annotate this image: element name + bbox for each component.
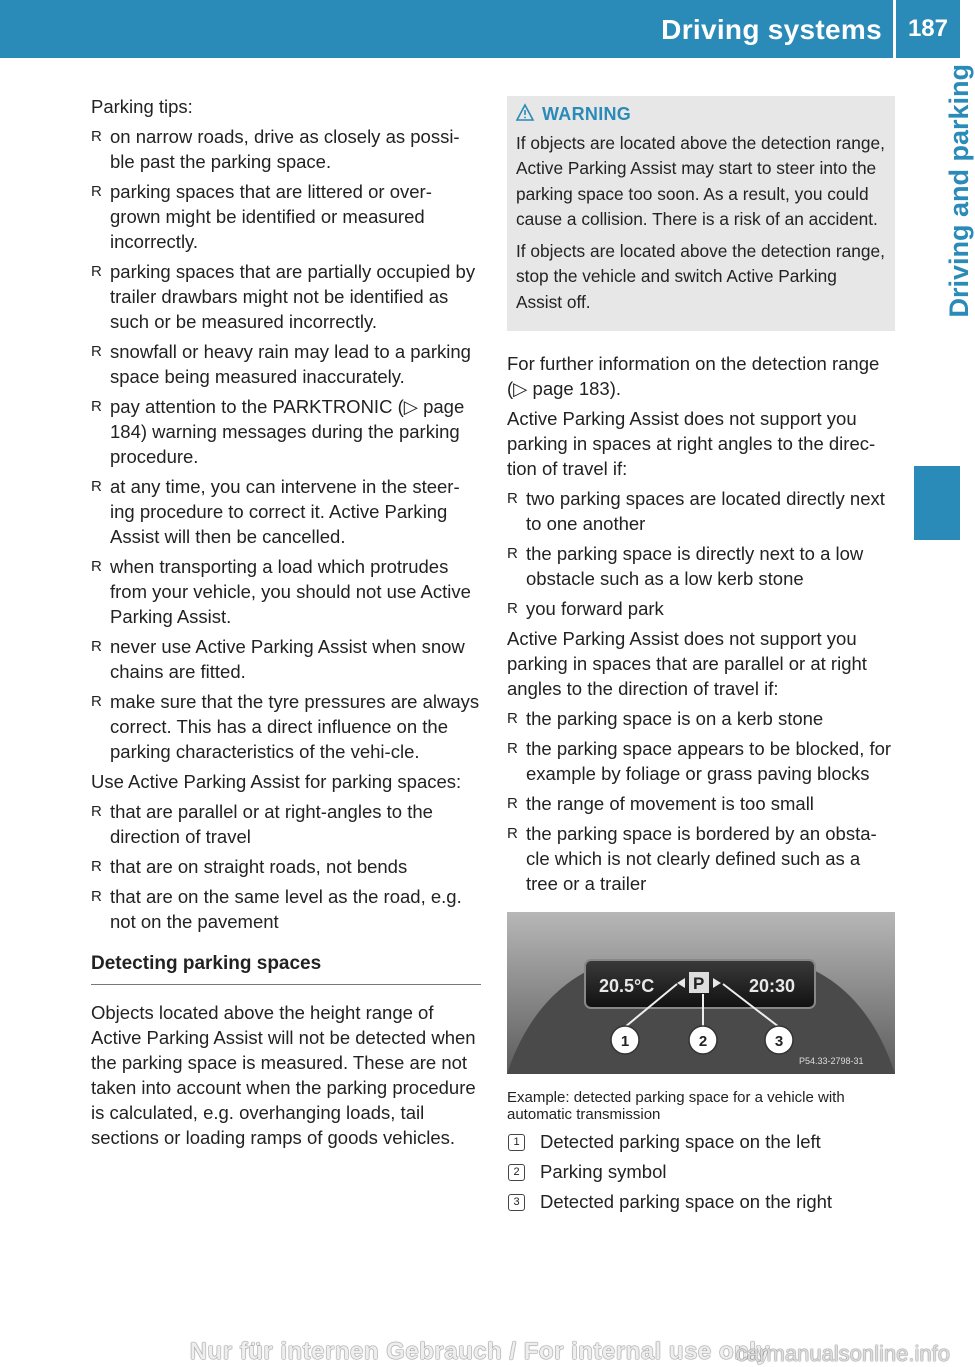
- legend-text: Parking symbol: [540, 1161, 667, 1182]
- right-angle-intro: Active Parking Assist does not support you parking in spaces at right angles to the direc-tion of travel if:: [507, 408, 876, 479]
- cluster-illustration: [507, 912, 895, 1074]
- section-paragraph: Objects located above the height range of Active Parking Assist will not be detected when the parking space is measured. These are not taken into account when the parking procedure is calculated, e.g. overhanging loads, tail sections or loading ramps of goods vehicles.: [91, 1002, 476, 1148]
- list-item: R parking spaces that are partially occupied by trailer drawbars might not be identified as such or be measured incorrectly.: [91, 259, 481, 334]
- list-item: R parking spaces that are littered or over-grown might be identified or measured incorrectly.: [91, 179, 481, 254]
- list-item: R make sure that the tyre pressures are always correct. This has a direct influence on the parking characteristics of the vehi-cle.: [91, 689, 481, 764]
- svg-text:1: 1: [620, 1033, 630, 1050]
- site-watermark: carmanualsonline.info: [735, 1341, 950, 1366]
- svg-text:P: P: [693, 974, 705, 993]
- warning-box: [507, 96, 895, 331]
- chapter-title: Driving systems: [661, 14, 882, 45]
- list-item: R the parking space is bordered by an obsta-cle which is not clearly defined such as a tree or a trailer: [507, 821, 895, 896]
- list-item: R pay attention to the PARKTRONIC (▷ page 184) warning messages during the parking procedure.: [91, 394, 481, 469]
- list-item: R that are on the same level as the road, e.g. not on the pavement: [91, 884, 481, 934]
- page-number: 187: [907, 15, 948, 42]
- header-bar: [0, 0, 960, 58]
- list-item: R when transporting a load which protrudes from your vehicle, you should not use Active Parking Assist.: [91, 554, 481, 629]
- legend-number: 1: [508, 1134, 525, 1151]
- header-divider: [893, 0, 896, 58]
- list-item: R the parking space is on a kerb stone: [507, 706, 895, 731]
- right-column: [507, 96, 895, 1219]
- list-item: R at any time, you can intervene in the steer-ing procedure to correct it. Active Parking Assist will then be cancelled.: [91, 474, 481, 549]
- use-list: [91, 799, 481, 934]
- further-info: For further information on the detection range (▷ page 183).: [507, 353, 880, 399]
- warning-label: WARNING: [542, 104, 632, 124]
- section-heading: Detecting parking spaces: [91, 951, 481, 985]
- warning-paragraph-1: If objects are located above the detection range, Active Parking Assist may start to steer into the parking space too soon. As a result, you could cause a collision. There is a risk of an accident.: [516, 132, 885, 229]
- legend-item: [507, 1189, 895, 1214]
- legend-item: [507, 1129, 895, 1154]
- internal-use-watermark: Nur für internen Gebrauch / For internal use only: [189, 1338, 771, 1365]
- warning-header: [516, 102, 886, 128]
- list-item: R the range of movement is too small: [507, 791, 895, 816]
- right-angle-list: [507, 486, 895, 621]
- use-intro: Use Active Parking Assist for parking spaces:: [91, 771, 462, 792]
- warning-triangle-icon: [516, 104, 534, 125]
- list-item: R never use Active Parking Assist when snow chains are fitted.: [91, 634, 481, 684]
- legend-number: 3: [508, 1194, 525, 1211]
- list-item: R snowfall or heavy rain may lead to a parking space being measured inaccurately.: [91, 339, 481, 389]
- list-item: R the parking space is directly next to a low obstacle such as a low kerb stone: [507, 541, 895, 591]
- legend-item: [507, 1159, 895, 1184]
- legend-text: Detected parking space on the right: [540, 1191, 833, 1212]
- side-chapter-label: Driving and parking: [944, 64, 974, 318]
- parallel-list: [507, 706, 895, 896]
- list-item: R you forward park: [507, 596, 895, 621]
- figure-caption: Example: detected parking space for a vehicle with automatic transmission: [507, 1089, 845, 1123]
- list-item: R that are on straight roads, not bends: [91, 854, 481, 879]
- svg-text:3: 3: [774, 1033, 784, 1050]
- figure-code: P54.33-2798-31: [799, 1056, 864, 1066]
- callout-marker-2: [689, 1026, 717, 1054]
- parallel-intro: Active Parking Assist does not support you parking in spaces that are parallel or at right angles to the direction of travel if:: [507, 628, 867, 699]
- side-tab-marker: [914, 466, 960, 540]
- list-item: R two parking spaces are located directly next to one another: [507, 486, 895, 536]
- display-temperature: 20.5°C: [599, 976, 655, 996]
- instrument-cluster-photo: [507, 912, 895, 1074]
- list-item: R the parking space appears to be blocked, for example by foliage or grass paving blocks: [507, 736, 895, 786]
- list-item: R on narrow roads, drive as closely as possi-ble past the parking space.: [91, 124, 481, 174]
- left-column: [91, 94, 481, 1155]
- parking-tips-list: [91, 124, 481, 764]
- display-time: 20:30: [749, 976, 796, 996]
- parking-tips-intro: Parking tips:: [91, 96, 193, 117]
- callout-marker-1: [611, 1026, 639, 1054]
- warning-paragraph-2: If objects are located above the detection range, stop the vehicle and switch Active Parking Assist off.: [516, 240, 885, 312]
- svg-text:2: 2: [698, 1033, 708, 1050]
- legend-number: 2: [508, 1164, 525, 1181]
- legend-text: Detected parking space on the left: [540, 1131, 821, 1152]
- callout-marker-3: [765, 1026, 793, 1054]
- list-item: R that are parallel or at right-angles to the direction of travel: [91, 799, 481, 849]
